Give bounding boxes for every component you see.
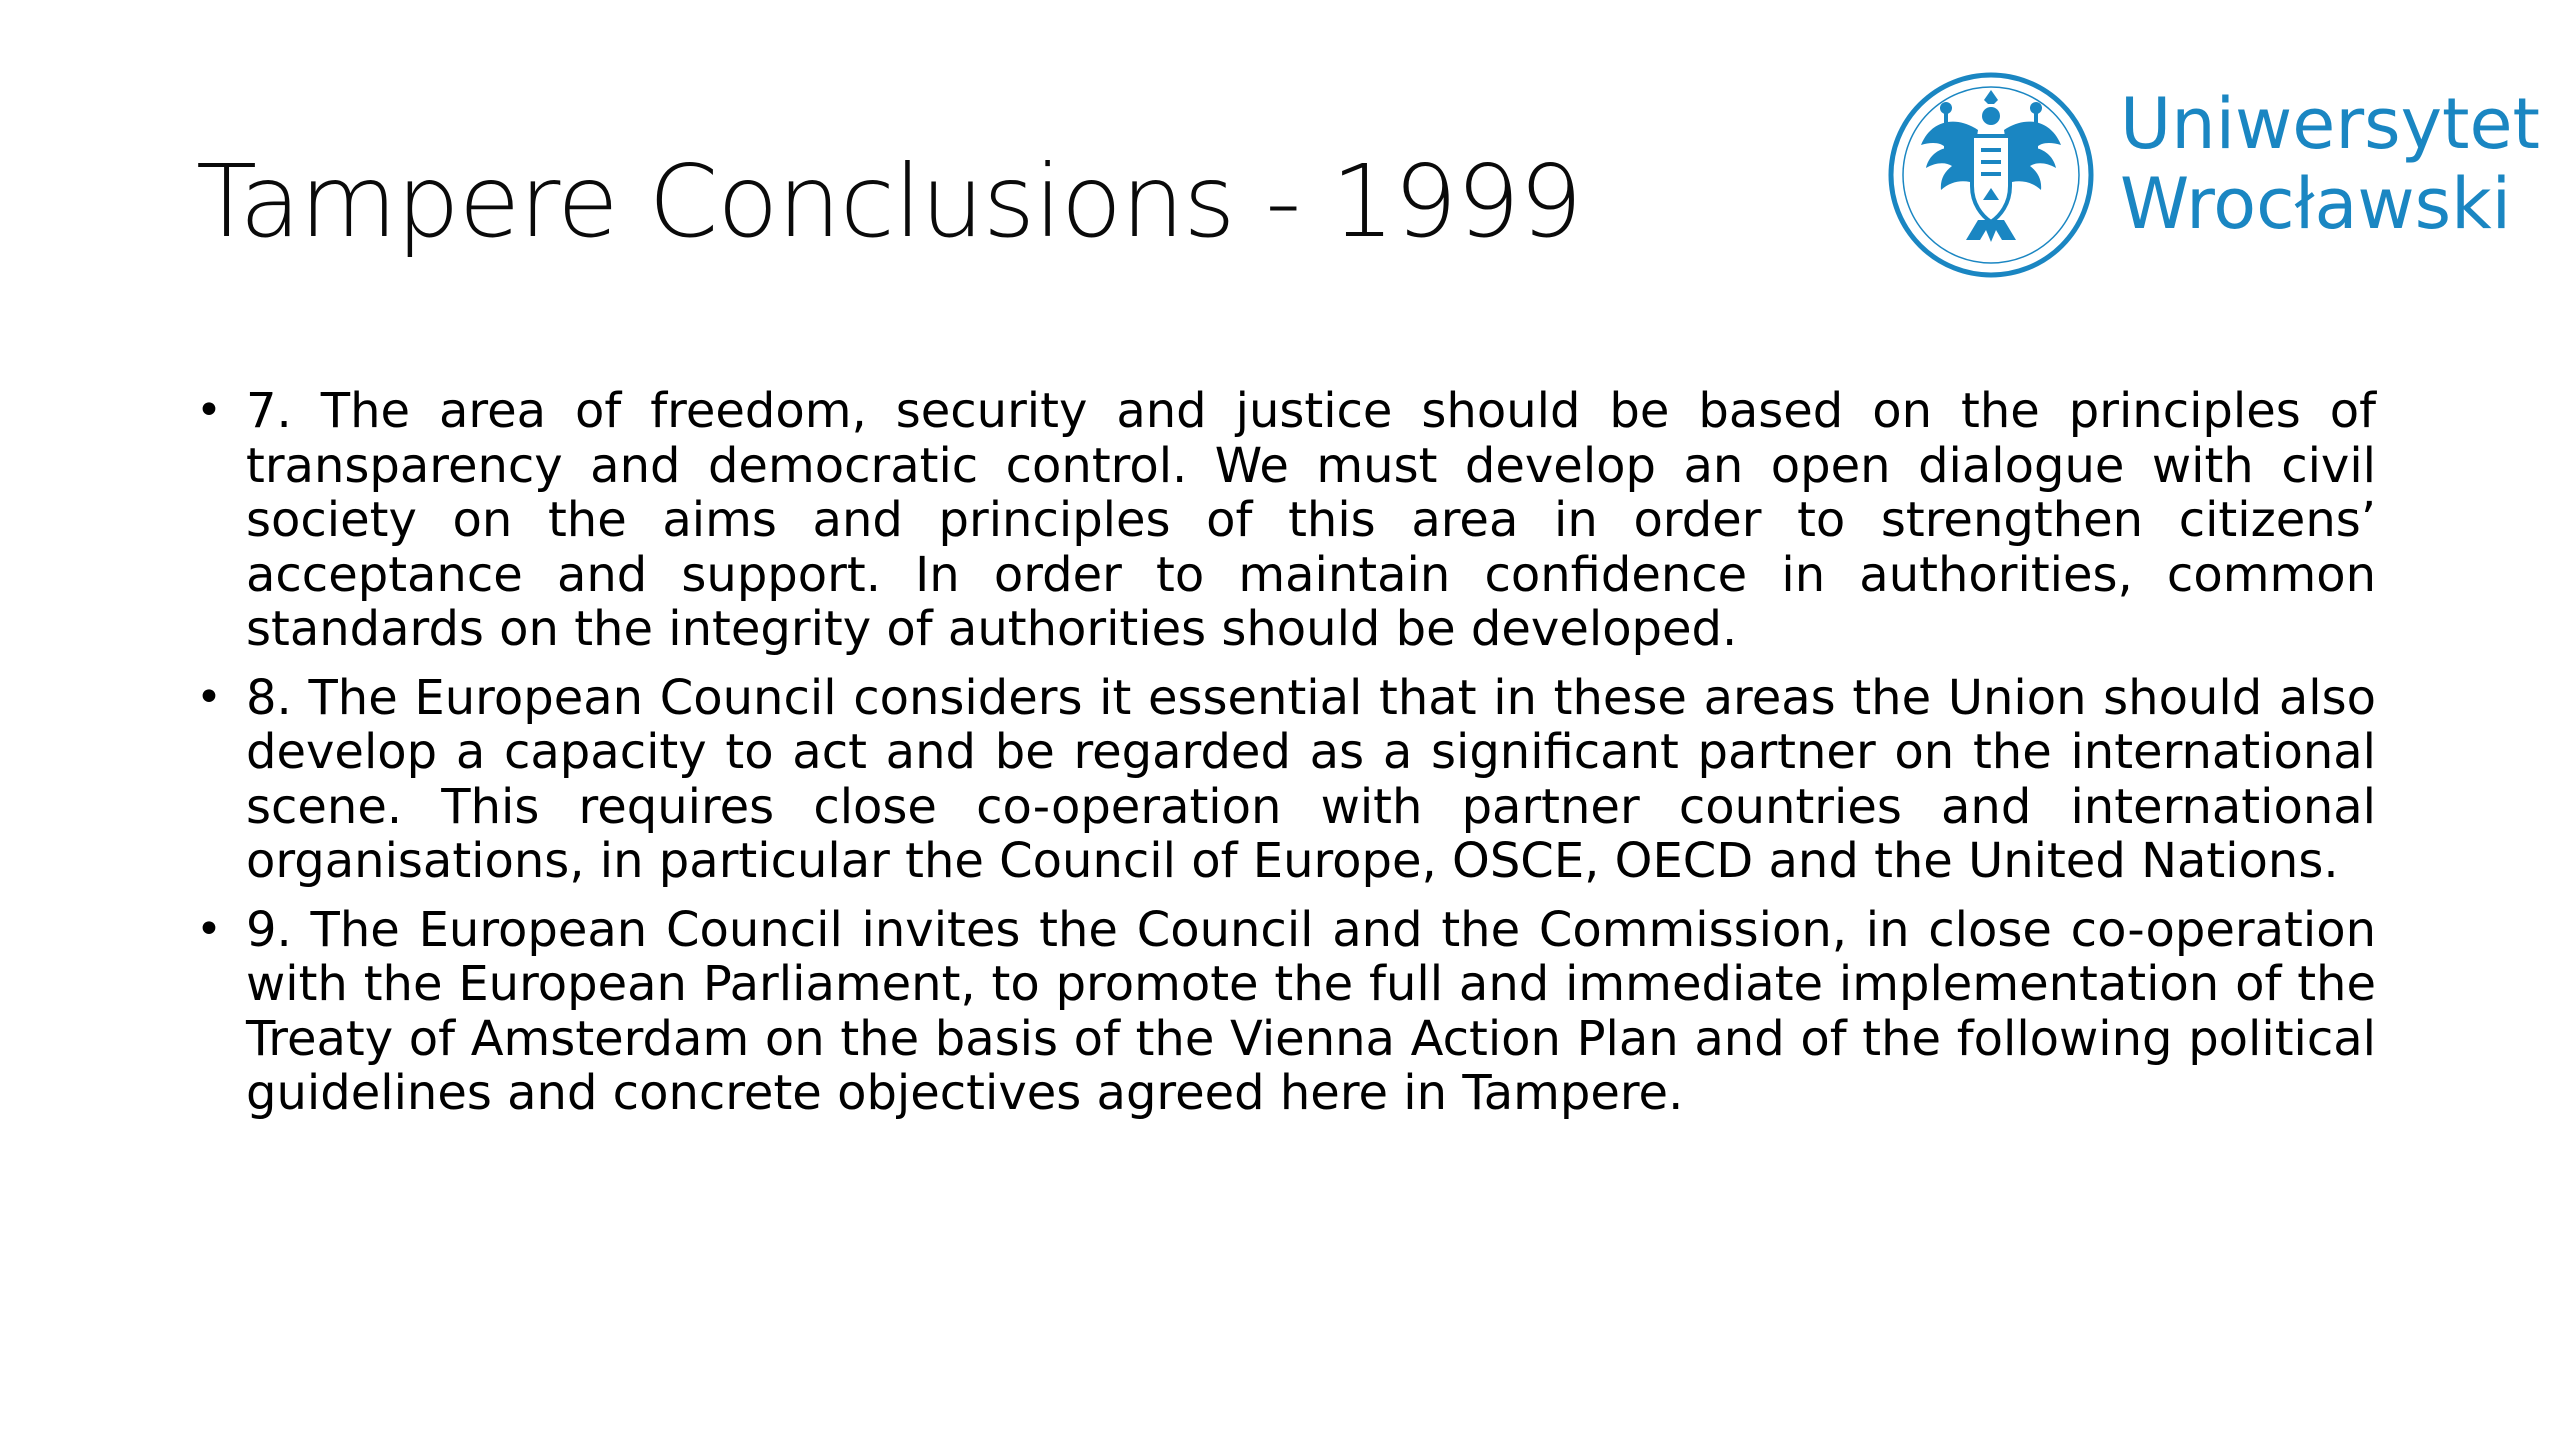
bullet-icon: • (196, 671, 222, 723)
bullet-icon: • (196, 385, 222, 436)
bullet-icon: • (196, 903, 222, 955)
bullet-text: 8. The European Council considers it essential that in these areas the Union should also develop a capacity to act and be regarded as a significant partner on the international scene. This requires close co-operation with partner countries and international organisations, in particular the Council of Europe, OSCE, OECD and the United Nations. (246, 669, 2376, 889)
logo-line-2: Wrocławski (2120, 163, 2512, 245)
bullet-item-8 (196, 671, 2376, 889)
university-seal-icon (1886, 70, 2096, 280)
slide-title: Tampere Conclusions - 1999 (196, 143, 1582, 260)
logo-line-1: Uniwersytet (2120, 83, 2540, 165)
bullet-text: 9. The European Council invites the Council and the Commission, in close co-operation with the European Parliament, to promote the full and immediate implementation of the Treaty of Amsterdam on the basis of the Vienna Action Plan and of the following political guidelines and concrete objectives agreed here in Tampere. (246, 901, 2376, 1121)
university-logo (1880, 70, 2540, 285)
bullet-list (196, 384, 2376, 1135)
bullet-item-7 (196, 384, 2376, 657)
bullet-item-9 (196, 903, 2376, 1121)
university-wordmark (2120, 84, 2540, 244)
bullet-text: 7. The area of freedom, security and justice should be based on the principles of transparency and democratic control. We must develop an open dialogue with civil society on the aims and principles of this area in order to strengthen citizens’ acceptance and support. In order to maintain confidence in authorities, common standards on the integrity of authorities should be developed. (246, 383, 2376, 657)
